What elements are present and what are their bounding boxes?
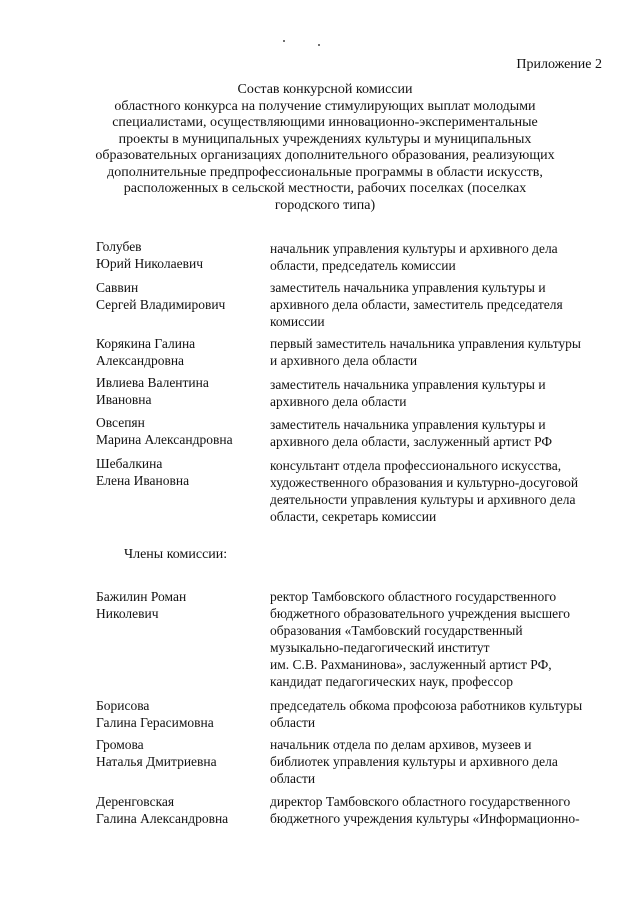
position-line: комиссии xyxy=(270,314,325,329)
position-line: художественного образования и культурно-досуговой xyxy=(270,475,579,490)
position-line: образования «Тамбовский государственный xyxy=(270,623,523,638)
person-position xyxy=(270,793,622,827)
appendix-label: Приложение 2 xyxy=(516,57,602,72)
position-line: области, председатель комиссии xyxy=(270,258,456,273)
person-name xyxy=(96,588,266,622)
person-name xyxy=(96,455,266,489)
position-line: деятельности управления культуры и архивного дела xyxy=(270,492,576,507)
name-line: Шебалкина xyxy=(96,456,163,471)
position-line: архивного дела области, заслуженный артист РФ xyxy=(270,434,553,449)
heading-line: проекты в муниципальных учреждениях культуры и муниципальных xyxy=(118,131,532,147)
position-line: первый заместитель начальника управления культуры xyxy=(270,336,581,351)
person-position xyxy=(270,697,622,731)
heading-line: образовательных организациях дополнительного образования, реализующих xyxy=(95,148,555,163)
heading-line: городского типа) xyxy=(274,197,376,213)
name-line: Борисова xyxy=(96,698,150,713)
heading-line: Состав конкурсной комиссии xyxy=(237,82,413,97)
position-line: архивного дела области, заместитель председателя xyxy=(270,297,563,312)
position-line: архивного дела области xyxy=(270,394,407,409)
person-position xyxy=(270,335,622,369)
position-line: заместитель начальника управления культуры и xyxy=(270,377,546,392)
position-line: начальник отдела по делам архивов, музеев и xyxy=(270,737,532,752)
position-line: им. С.В. Рахманинова», заслуженный артист РФ, xyxy=(270,657,552,672)
name-line: Галина Герасимовна xyxy=(96,715,214,730)
name-line: Ивановна xyxy=(96,392,152,407)
name-line: Сергей Владимирович xyxy=(96,297,226,312)
name-line: Голубев xyxy=(96,239,142,254)
name-line: Корякина Галина xyxy=(96,336,196,351)
person-name xyxy=(96,374,266,408)
position-line: бюджетного образовательного учреждения высшего xyxy=(270,606,571,621)
person-position xyxy=(270,736,622,787)
person-position xyxy=(270,416,622,450)
name-line: Саввин xyxy=(96,280,139,295)
person-name xyxy=(96,414,266,448)
name-line: Деренговская xyxy=(96,794,175,809)
name-line: Марина Александровна xyxy=(96,432,233,447)
position-line: кандидат педагогических наук, профессор xyxy=(270,674,513,689)
document-heading xyxy=(90,82,560,214)
position-line: библиотек управления культуры и архивного дела xyxy=(270,754,558,769)
position-line: директор Тамбовского областного государственного xyxy=(270,794,571,809)
position-line: музыкально-педагогический институт xyxy=(270,640,490,655)
person-name xyxy=(96,335,266,369)
person-position xyxy=(270,376,622,410)
person-name xyxy=(96,736,266,770)
position-line: заместитель начальника управления культуры и xyxy=(270,280,546,295)
heading-line: расположенных в сельской местности, рабочих поселках (поселках xyxy=(123,181,527,196)
position-line: ректор Тамбовского областного государственного xyxy=(270,589,557,604)
position-line: начальник управления культуры и архивного дела xyxy=(270,241,558,256)
person-name xyxy=(96,793,266,827)
position-line: председатель обкома профсоюза работников культуры xyxy=(270,698,583,713)
position-line: бюджетного учреждения культуры «Информационно- xyxy=(270,811,580,826)
person-position xyxy=(270,240,622,274)
members-heading: Члены комиссии: xyxy=(124,547,228,562)
name-line: Громова xyxy=(96,737,144,752)
name-line: Александровна xyxy=(96,353,185,368)
heading-line: областного конкурса на получение стимулирующих выплат молодыми xyxy=(114,98,536,114)
scan-speck xyxy=(283,40,285,42)
person-position xyxy=(270,588,622,690)
position-line: и архивного дела области xyxy=(270,353,418,368)
position-line: области xyxy=(270,771,316,786)
scan-speck xyxy=(318,44,320,46)
position-line: консультант отдела профессионального искусства, xyxy=(270,458,562,473)
name-line: Овсепян xyxy=(96,415,145,430)
position-line: области, секретарь комиссии xyxy=(270,509,437,524)
name-line: Юрий Николаевич xyxy=(96,256,203,271)
person-position xyxy=(270,279,622,330)
position-line: области xyxy=(270,715,316,730)
person-name xyxy=(96,697,266,731)
name-line: Бажилин Роман xyxy=(96,589,187,604)
person-name xyxy=(96,279,266,313)
name-line: Николевич xyxy=(96,606,159,621)
name-line: Елена Ивановна xyxy=(96,473,190,488)
name-line: Наталья Дмитриевна xyxy=(96,754,217,769)
name-line: Ивлиева Валентина xyxy=(96,375,209,390)
person-position xyxy=(270,457,622,525)
position-line: заместитель начальника управления культуры и xyxy=(270,417,546,432)
heading-line: специалистами, осуществляющими инновационно-экспериментальные xyxy=(112,115,538,130)
name-line: Галина Александровна xyxy=(96,811,229,826)
person-name xyxy=(96,238,266,272)
heading-line: дополнительные предпрофессиональные программы в области искусств, xyxy=(107,164,543,180)
